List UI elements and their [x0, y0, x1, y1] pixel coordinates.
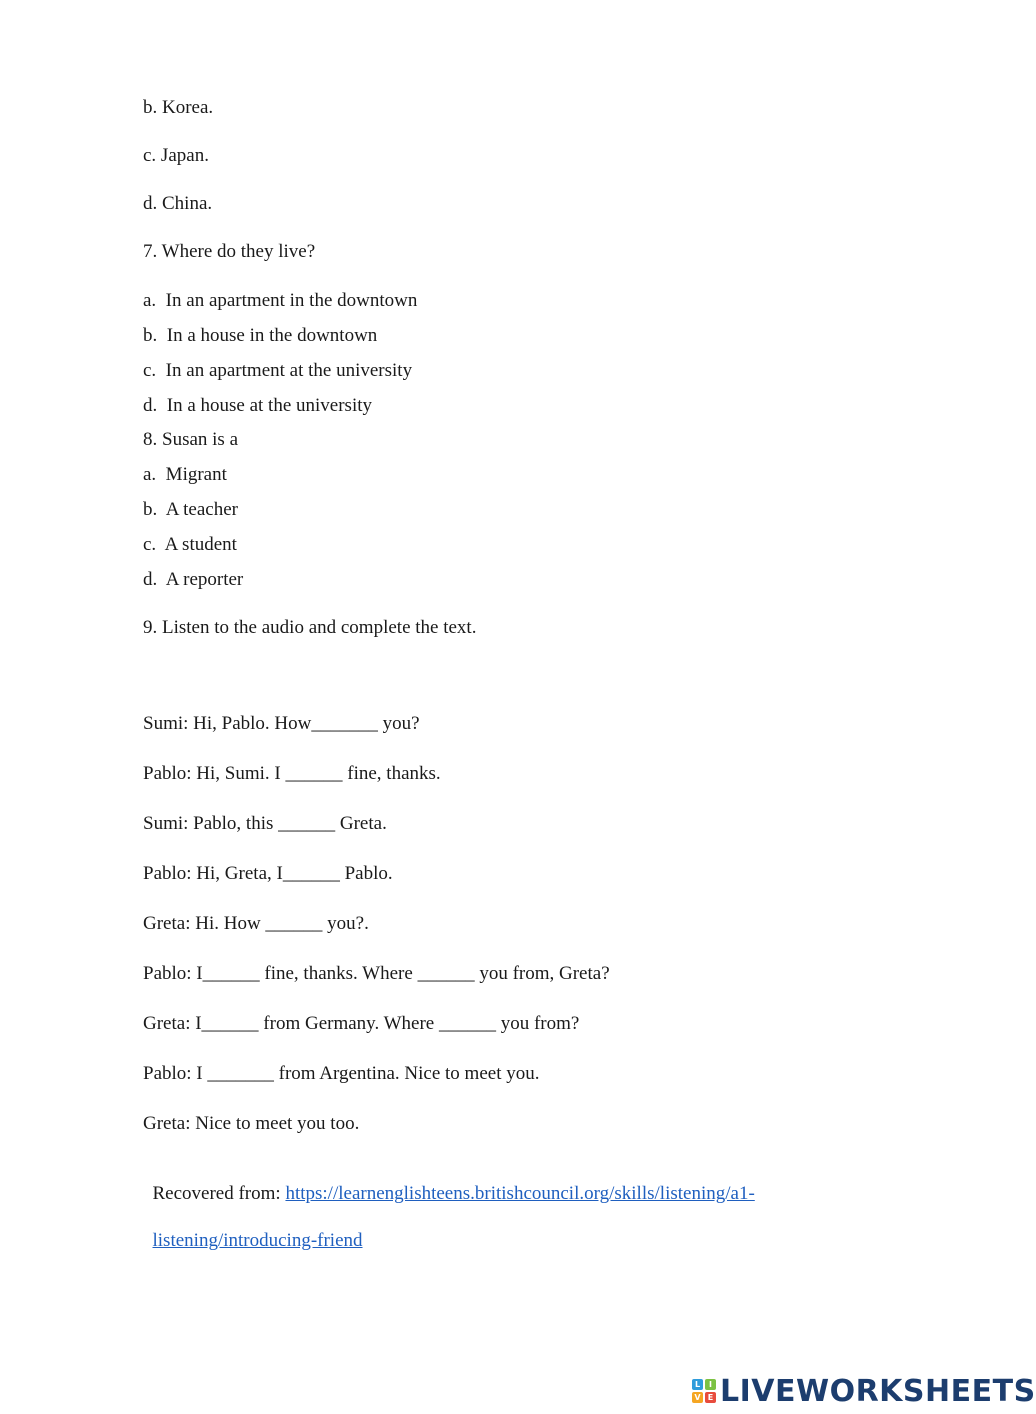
dialogue-line: Greta: Nice to meet you too.	[143, 1113, 360, 1134]
source-link-part2[interactable]: listening/introducing-friend	[152, 1230, 363, 1251]
q8-question: 8. Susan is a	[143, 429, 238, 450]
logo-letter: V	[692, 1392, 703, 1403]
dialogue-line: Pablo: Hi, Greta, I______ Pablo.	[143, 863, 393, 884]
q9-instruction: 9. Listen to the audio and complete the text.	[143, 617, 477, 638]
q7-question: 7. Where do they live?	[143, 241, 316, 262]
q8-option-d: d. A reporter	[143, 569, 244, 590]
q7-option-b: b. In a house in the downtown	[143, 325, 378, 346]
logo-letter: E	[705, 1392, 716, 1403]
logo-letter: L	[692, 1379, 703, 1390]
logo-text: LIVEWORKSHEETS	[720, 1373, 1036, 1409]
source-prefix: Recovered from:	[152, 1183, 286, 1204]
dialogue-line: Sumi: Pablo, this ______ Greta.	[143, 813, 387, 834]
source-line	[143, 1158, 755, 1206]
dialogue-line: Greta: Hi. How ______ you?.	[143, 913, 369, 934]
q8-option-b: b. A teacher	[143, 499, 238, 520]
q6-option-c: c. Japan.	[143, 145, 209, 166]
liveworksheets-logo	[692, 1373, 1036, 1409]
q7-option-a: a. In an apartment in the downtown	[143, 290, 418, 311]
source-link-part1[interactable]: https://learnenglishteens.britishcouncil.org/skills/listening/a1-	[285, 1183, 755, 1204]
q6-option-d: d. China.	[143, 193, 213, 214]
logo-mark-icon	[692, 1379, 716, 1403]
logo-letter: I	[705, 1379, 716, 1390]
dialogue-line: Sumi: Hi, Pablo. How_______ you?	[143, 713, 420, 734]
q7-option-d: d. In a house at the university	[143, 395, 373, 416]
dialogue-line: Pablo: I _______ from Argentina. Nice to meet you.	[143, 1063, 540, 1084]
q8-option-c: c. A student	[143, 534, 237, 555]
source-line-2	[143, 1205, 363, 1253]
dialogue-line: Greta: I______ from Germany. Where ______ you from?	[143, 1013, 580, 1034]
q8-option-a: a. Migrant	[143, 464, 227, 485]
dialogue-line: Pablo: I______ fine, thanks. Where ______ you from, Greta?	[143, 963, 610, 984]
q7-option-c: c. In an apartment at the university	[143, 360, 413, 381]
dialogue-line: Pablo: Hi, Sumi. I ______ fine, thanks.	[143, 763, 441, 784]
q6-option-b: b. Korea.	[143, 97, 214, 118]
